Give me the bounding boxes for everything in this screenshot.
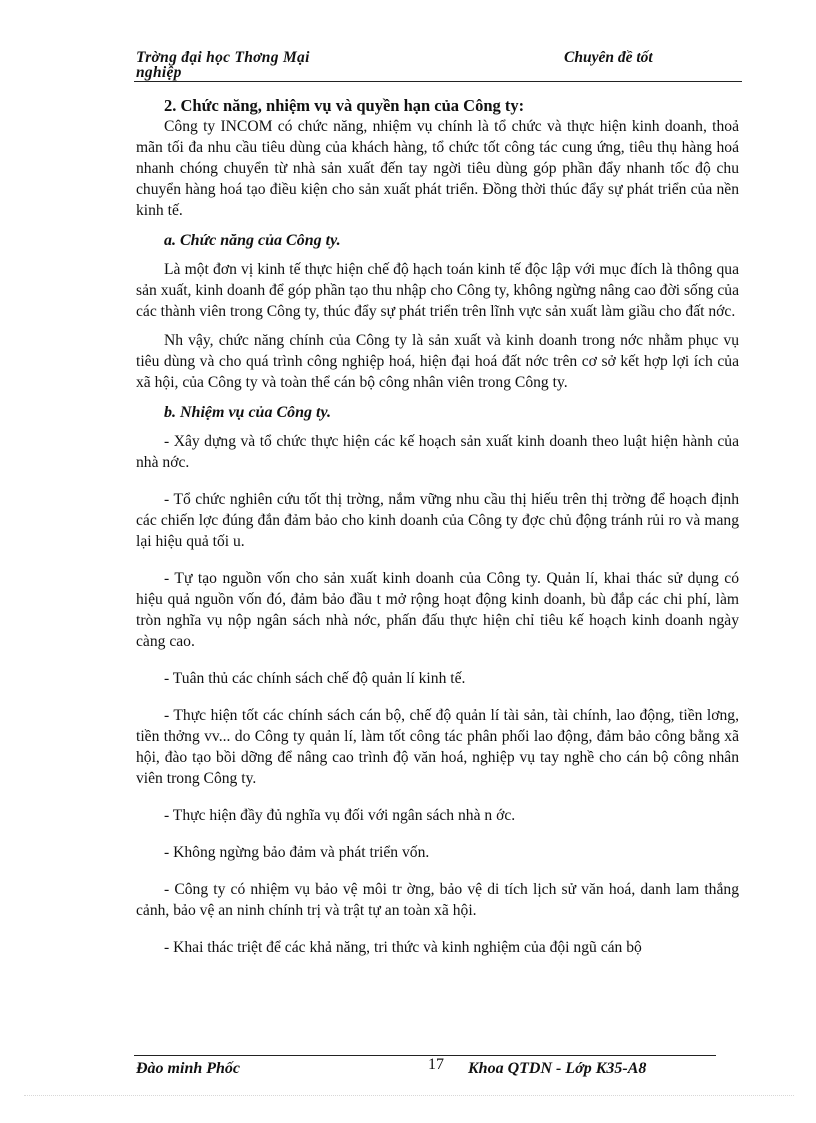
duty-item: - Tự tạo nguồn vốn cho sản xuất kinh doanh của Công ty. Quản lí, khai thác sử dụng có hiệu quả nguồn vốn đó, đảm bảo đầu t mở rộng hoạt động kinh doanh, bù đắp các chi phí, làm tròn nghĩa vụ nộp ngân sách nhà nớc, phấn đấu thực hiện chỉ tiêu kế hoạch kinh doanh ngày càng cao.	[136, 570, 739, 650]
section-heading: 2. Chức năng, nhiệm vụ và quyền hạn của Công ty:	[164, 96, 525, 115]
footer-department: Khoa QTDN - Lớp K35-A8	[468, 1060, 647, 1077]
header-school-line1: Trờng đại học Thơng Mại	[136, 49, 310, 66]
duty-item: - Tổ chức nghiên cứu tốt thị trờng, nắm vững nhu cầu thị hiếu trên thị trờng để hoạch định các chiến lợc đúng đắn đảm bảo cho kinh doanh của Công ty đợc chủ động tránh rủi ro và mang lại hiệu quả tối u.	[136, 491, 739, 550]
duty-item: - Tuân thủ các chính sách chế độ quản lí kinh tế.	[164, 670, 466, 687]
page-number: 17	[428, 1056, 444, 1073]
subsection-a-paragraph-1: Là một đơn vị kinh tế thực hiện chế độ hạch toán kinh tế độc lập với mục đích là thông qua sản xuất, kinh doanh để góp phần tạo thu nhập cho Công ty, không ngừng nâng cao đời sống của các thành viên trong Công ty, thúc đẩy sự phát triển trên lĩnh vực sản xuất làm giầu cho đất nớc.	[136, 261, 739, 320]
duty-item: - Xây dựng và tổ chức thực hiện các kế hoạch sản xuất kinh doanh theo luật hiện hành của nhà nớc.	[136, 433, 739, 471]
subsection-a-title: a. Chức năng của Công ty.	[164, 232, 341, 249]
intro-paragraph: Công ty INCOM có chức năng, nhiệm vụ chính là tổ chức và thực hiện kinh doanh, thoả mãn tối đa nhu cầu tiêu dùng của khách hàng, tổ chức tốt công tác cung ứng, tiêu thụ hàng hoá nhanh chóng chuyển từ nhà sản xuất đến tay ngời tiêu dùng góp phần đẩy nhanh tốc độ chu chuyển hàng hoá tạo điều kiện cho sản xuất phát triển. Đồng thời thúc đẩy sự phát triển của nền kinh tế.	[136, 118, 739, 219]
duty-item: - Không ngừng bảo đảm và phát triển vốn.	[164, 844, 430, 861]
page-header	[134, 50, 742, 84]
page-edge-dotted-line	[24, 1095, 794, 1096]
duty-item: - Thực hiện đầy đủ nghĩa vụ đối với ngân sách nhà n ớc.	[164, 807, 516, 824]
header-report-title: Chuyên đề tốt	[564, 49, 653, 66]
duty-item: - Khai thác triệt để các khả năng, tri thức và kinh nghiệm của đội ngũ cán bộ	[164, 939, 642, 956]
footer-author: Đào minh Phốc	[136, 1060, 241, 1077]
header-school-name	[136, 50, 396, 80]
duty-item: - Thực hiện tốt các chính sách cán bộ, chế độ quản lí tài sản, tài chính, lao động, tiền lơng, tiền thởng vv... do Công ty quản lí, làm tốt công tác phân phối lao động, đảm bảo công bằng xã hội, đào tạo bồi dỡng để nâng cao trình độ văn hoá, nghiệp vụ tay nghề cho cán bộ công nhân viên trong Công ty.	[136, 707, 739, 787]
footer-divider	[134, 1055, 716, 1056]
header-divider	[134, 81, 742, 82]
subsection-b-title: b. Nhiệm vụ của Công ty.	[164, 404, 331, 421]
page-body	[136, 95, 739, 958]
subsection-a-paragraph-2: Nh vậy, chức năng chính của Công ty là sản xuất và kinh doanh trong nớc nhằm phục vụ tiêu dùng và cho quá trình công nghiệp hoá, hiện đại hoá đất nớc trên cơ sở kết hợp lợi ích của xã hội, của Công ty và toàn thể cán bộ công nhân viên trong Công ty.	[136, 332, 739, 391]
duty-item: - Công ty có nhiệm vụ bảo vệ môi tr ờng, bảo vệ di tích lịch sử văn hoá, danh lam thắng cảnh, bảo vệ an ninh chính trị và trật tự an toàn xã hội.	[136, 881, 739, 919]
header-school-line2: nghiệp	[136, 64, 182, 81]
